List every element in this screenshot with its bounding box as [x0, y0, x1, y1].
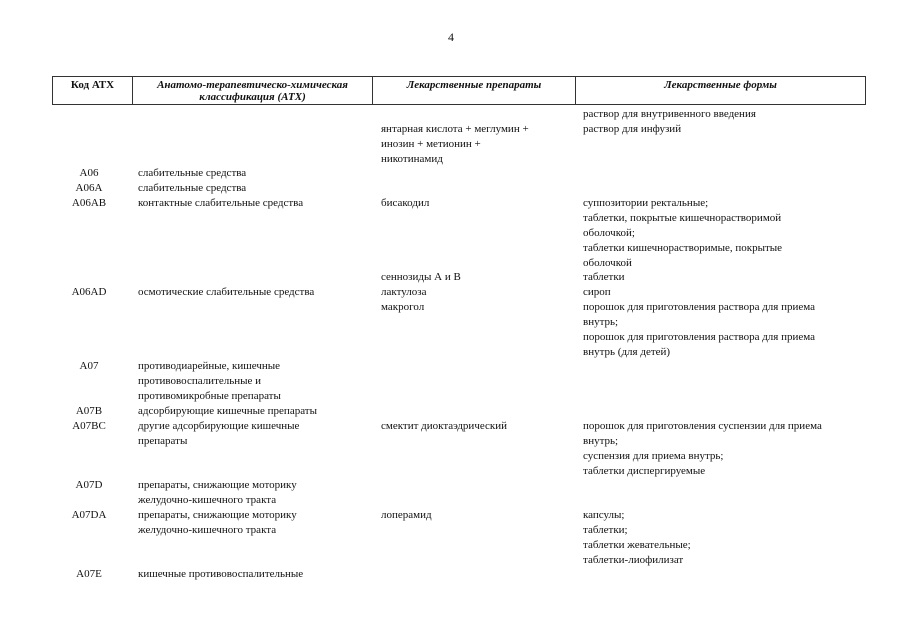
atc-code: A07B	[75, 405, 103, 417]
classification-cell: слабительные средства	[138, 182, 247, 194]
classification-cell: слабительные средства	[138, 167, 247, 179]
drug-cell: сеннозиды А и В	[381, 271, 461, 283]
atc-code: A06A	[75, 182, 103, 194]
header-drugs: Лекарственные препараты	[372, 77, 575, 104]
atc-code: A07DA	[71, 509, 107, 521]
classification-cell: контактные слабительные средства	[138, 197, 304, 209]
atc-code: A06AB	[71, 197, 107, 209]
forms-cell: сироп порошок для приготовления раствора для приема внутрь; порошок для приготовления раствора для приема внутрь (для детей)	[583, 286, 816, 358]
classification-cell: препараты, снижающие моторику желудочно-кишечного тракта	[138, 479, 297, 506]
classification-cell: кишечные противовоспалительные	[138, 568, 304, 580]
drug-cell: смектит диоктаэдрический	[381, 420, 508, 432]
header-forms: Лекарственные формы	[575, 77, 866, 104]
forms-cell: порошок для приготовления суспензии для приема внутрь; суспензия для приема внутрь; таблетки диспергируемые	[583, 420, 822, 477]
forms-cell: таблетки	[583, 271, 625, 283]
drug-cell: бисакодил	[381, 197, 430, 209]
atc-code: A06AD	[71, 286, 107, 298]
atc-code: A07	[79, 360, 99, 372]
atc-code: A06	[79, 167, 99, 179]
atc-code: A07E	[76, 568, 102, 580]
forms-cell: суппозитории ректальные; таблетки, покрытые кишечнорастворимой оболочкой; таблетки кишечнорастворимые, покрытые оболочкой	[583, 197, 783, 269]
drug-cell: лоперамид	[381, 509, 432, 521]
classification-cell: препараты, снижающие моторику желудочно-кишечного тракта	[138, 509, 297, 536]
atc-code: A07BC	[72, 420, 106, 432]
forms-cell: раствор для внутривенного введения раствор для инфузий	[583, 108, 756, 135]
classification-cell: осмотические слабительные средства	[138, 286, 315, 298]
classification-cell: противодиарейные, кишечные противовоспалительные и противомикробные препараты	[138, 360, 281, 402]
table-header	[52, 76, 866, 105]
header-code: Код АТХ	[52, 77, 132, 104]
drug-cell: лактулоза макрогол	[381, 286, 427, 313]
drug-cell: янтарная кислота + меглумин + инозин + метионин + никотинамид	[381, 123, 529, 165]
atc-code: A07D	[75, 479, 103, 491]
page-number: 4	[448, 30, 454, 44]
classification-cell: адсорбирующие кишечные препараты	[138, 405, 317, 417]
classification-cell: другие адсорбирующие кишечные препараты	[138, 420, 300, 447]
forms-cell: капсулы; таблетки; таблетки жевательные; таблетки-лиофилизат	[583, 509, 691, 566]
header-classification: Анатомо-терапевтическо-химическая классификация (АТХ)	[132, 77, 372, 104]
